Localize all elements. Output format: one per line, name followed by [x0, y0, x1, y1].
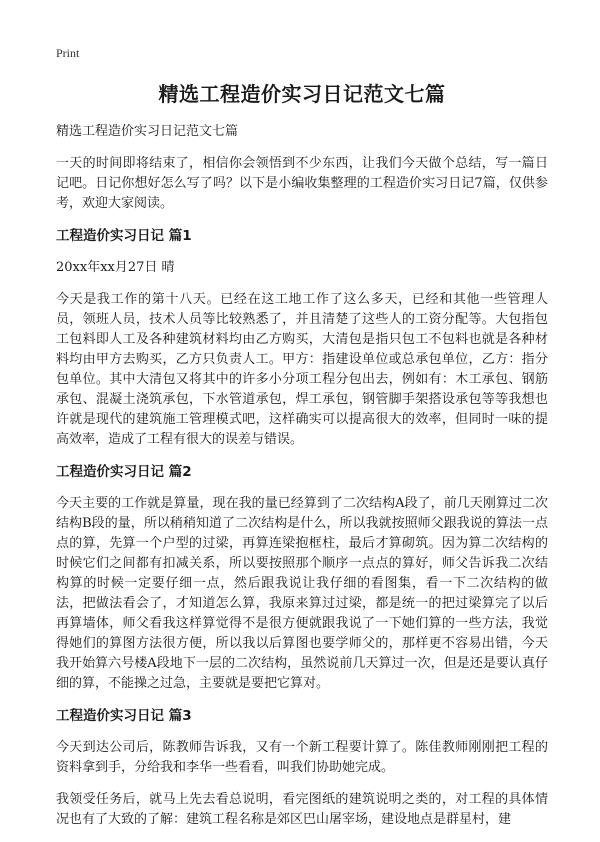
section-1-paragraph: 今天是我工作的第十八天。已经在这工地工作了这么多天，已经和其他一些管理人员，领班人员，技术人员等比较熟悉了，并且清楚了这些人的工资分配等。大包指包工包料即人工及各种建筑材料均由乙方购买，大清包是指只包工不包料也就是各种材料均由甲方去购买，乙方只负责人工。甲方：指建设单位或总承包单位，乙方：指分包单位。其中大清包又将其中的许多小分项工程分包出去，例如有：木工承包、钢筋承包、混凝土浇筑承包，下水管道承包，焊工承包，钢管脚手架搭设承包等等我想也许就是现代的建筑施工管理模式吧，这样确实可以提高很大的效率，但同时一味的提高效率，造成了工程有很大的误差与错误。 — [56, 292, 548, 447]
section-2-paragraph: 今天主要的工作就是算量，现在我的量已经算到了二次结构A段了，前几天刚算过二次结构B段的量，所以稍稍知道了二次结构是什么，所以我就按照师父跟我说的算法一点点的算，先算一个户型的过梁，再算连梁抱框柱，最后才算砌筑。因为算二次结构的时候它们之间都有扣减关系，所以要按照那个顺序一点点的算好，师父告诉我二次结构算的时候一定要仔细一点，然后跟我说让我仔细的看图集，看一下二次结构的做法，把做法看会了，才知道怎么算，我原来算过过梁，都是统一的把过梁算完了以后再算墙体，师父看我这样算觉得不是很方便就跟我说了一下她们算的一些方法，我觉得她们的算图方法很方便，所以我以后算图也要学师父的，那样更不容易出错，今天我开始算六号楼A段地下一层的二次结构，虽然说前几天算过一次，但是还是要认真仔细的算，不能操之过急，主要就是要把它算对。 — [56, 496, 548, 691]
section-heading-3: 工程造价实习日记 篇3 — [56, 708, 192, 724]
intro-paragraph: 一天的时间即将结束了，相信你会领悟到不少东西，让我们今天做个总结，写一篇日记吧。日记你想好怎么写了吗？以下是小编收集整理的工程造价实习日记7篇，仅供参考，欢迎大家阅读。 — [56, 156, 548, 211]
print-link[interactable]: Print — [56, 46, 80, 60]
document-subtitle: 精选工程造价实习日记范文七篇 — [56, 124, 239, 139]
section-heading-1: 工程造价实习日记 篇1 — [56, 228, 192, 244]
document-title: 精选工程造价实习日记范文七篇 — [158, 82, 446, 106]
section-3-paragraph-2: 我领受任务后，就马上先去看总说明，看完图纸的建筑说明之类的，对工程的具体情况也有了大致的了解：建筑工程名称是郊区巴山屠宰场，建设地点是群星村，建 — [56, 792, 548, 827]
section-3-paragraph-1: 今天到达公司后，陈教师告诉我，又有一个新工程要计算了。陈佳教师刚刚把工程的资料拿到手，分给我和李华一些看看，叫我们协助她完成。 — [56, 740, 548, 775]
section-heading-2: 工程造价实习日记 篇2 — [56, 464, 192, 480]
document-body — [56, 122, 548, 842]
section-1-date: 20xx年xx月27日 晴 — [56, 260, 175, 275]
